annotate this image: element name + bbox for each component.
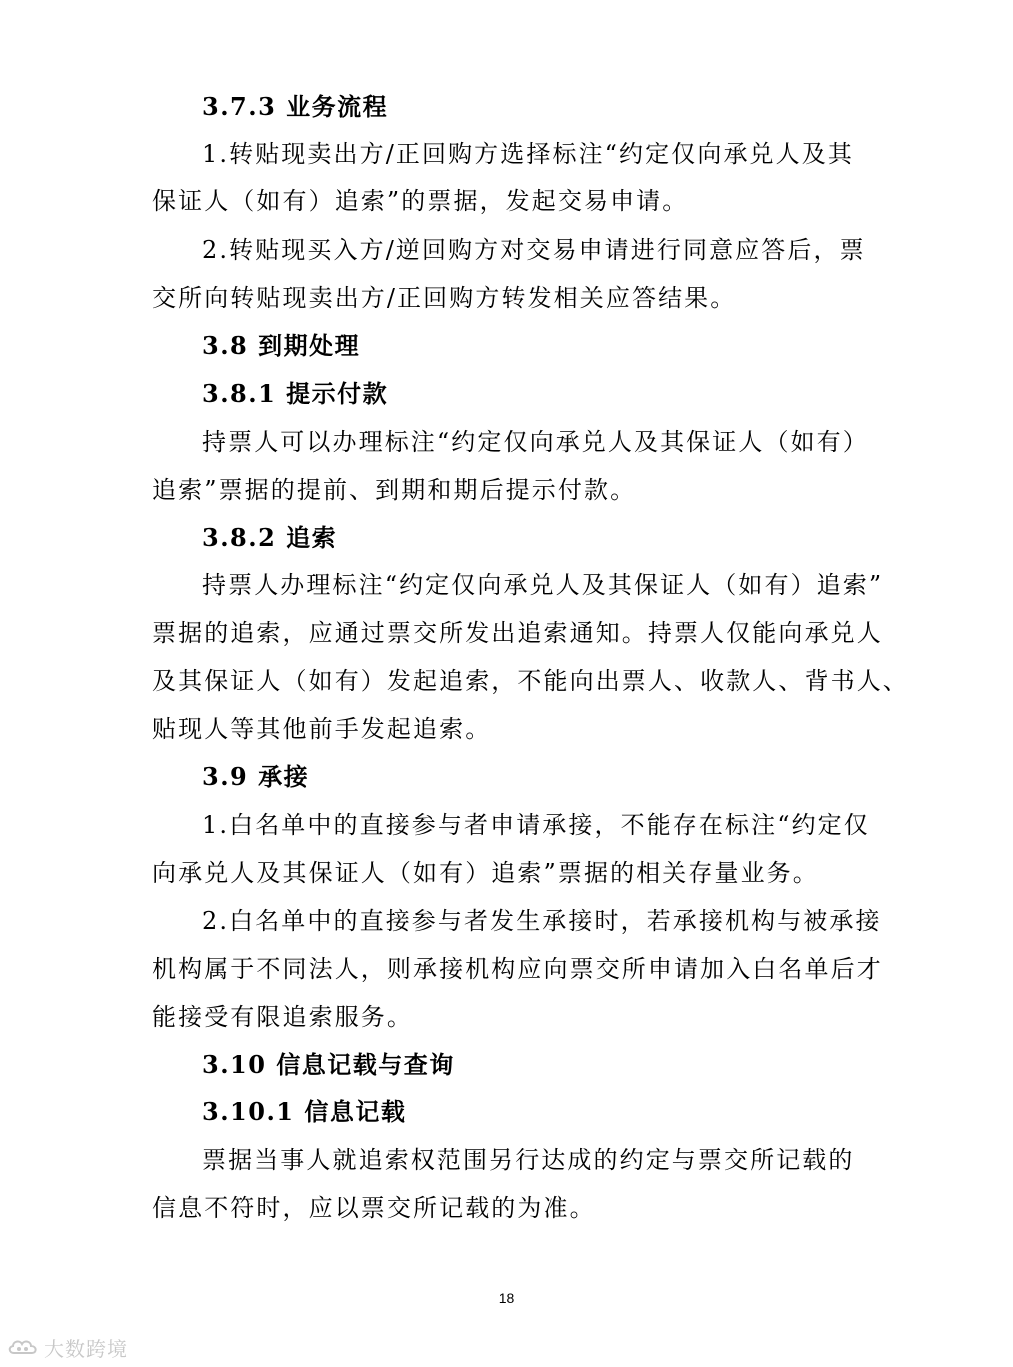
paragraph-line: 持票人可以办理标注“约定仅向承兑人及其保证人（如有） bbox=[202, 428, 869, 456]
paragraph-line: 及其保证人（如有）发起追索，不能向出票人、收款人、背书人、 bbox=[152, 667, 909, 695]
paragraph-line: 保证人（如有）追索”的票据，发起交易申请。 bbox=[152, 187, 689, 215]
paragraph-line: 持票人办理标注“约定仅向承兑人及其保证人（如有）追索” bbox=[202, 571, 884, 599]
paragraph-line: 信息不符时，应以票交所记载的为准。 bbox=[152, 1194, 596, 1222]
section-heading-3-10-1: 3.10.1 信息记载 bbox=[202, 1097, 407, 1126]
paragraph-line: 向承兑人及其保证人（如有）追索”票据的相关存量业务。 bbox=[152, 859, 819, 887]
paragraph-line: 1.转贴现卖出方/正回购方选择标注“约定仅向承兑人及其 bbox=[202, 140, 854, 168]
paragraph-line: 票据的追索，应通过票交所发出追索通知。持票人仅能向承兑人 bbox=[152, 619, 883, 647]
watermark bbox=[6, 1334, 128, 1360]
paragraph-line: 贴现人等其他前手发起追索。 bbox=[152, 715, 492, 743]
section-heading-3-8-2: 3.8.2 追索 bbox=[202, 523, 338, 552]
paragraph-line: 票据当事人就追索权范围另行达成的约定与票交所记载的 bbox=[202, 1146, 855, 1174]
paragraph-line: 追索”票据的提前、到期和期后提示付款。 bbox=[152, 476, 637, 504]
page-number: 18 bbox=[498, 1290, 515, 1306]
cloud-logo-icon bbox=[6, 1336, 40, 1358]
section-heading-3-7-3: 3.7.3 业务流程 bbox=[202, 92, 389, 121]
paragraph-line: 2.白名单中的直接参与者发生承接时，若承接机构与被承接 bbox=[202, 907, 882, 935]
section-heading-3-9: 3.9 承接 bbox=[202, 762, 310, 791]
paragraph-line: 交所向转贴现卖出方/正回购方转发相关应答结果。 bbox=[152, 284, 737, 312]
paragraph-line: 2.转贴现买入方/逆回购方对交易申请进行同意应答后，票 bbox=[202, 236, 866, 264]
paragraph-line: 机构属于不同法人，则承接机构应向票交所申请加入白名单后才 bbox=[152, 955, 883, 983]
section-heading-3-8: 3.8 到期处理 bbox=[202, 331, 361, 360]
paragraph-line: 1.白名单中的直接参与者申请承接，不能存在标注“约定仅 bbox=[202, 811, 870, 839]
paragraph-line: 能接受有限追索服务。 bbox=[152, 1003, 413, 1031]
watermark-text: 大数跨境 bbox=[44, 1336, 128, 1361]
section-heading-3-8-1: 3.8.1 提示付款 bbox=[202, 379, 389, 408]
section-heading-3-10: 3.10 信息记载与查询 bbox=[202, 1050, 455, 1079]
